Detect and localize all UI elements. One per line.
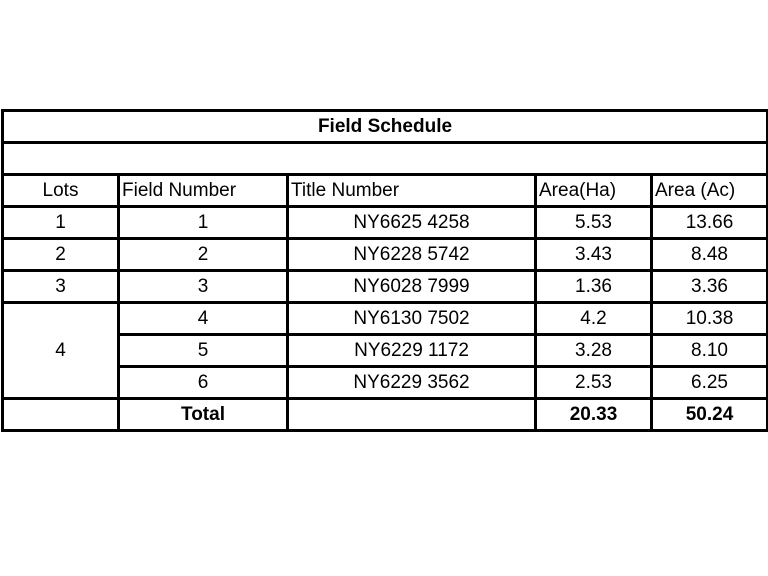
lot-cell: 2 xyxy=(3,239,119,271)
table-row xyxy=(3,303,768,335)
title-row xyxy=(3,111,768,143)
area-ha-cell: 4.2 xyxy=(536,303,652,335)
lot-cell: 4 xyxy=(3,303,119,399)
area-ac-cell: 6.25 xyxy=(652,367,768,399)
header-lots: Lots xyxy=(3,175,119,207)
area-ha-cell: 3.43 xyxy=(536,239,652,271)
table-subtitle xyxy=(3,143,768,175)
title-number-cell: NY6229 3562 xyxy=(288,367,536,399)
total-label: Total xyxy=(119,399,288,431)
total-area-ac: 50.24 xyxy=(652,399,768,431)
area-ha-cell: 5.53 xyxy=(536,207,652,239)
area-ha-cell: 1.36 xyxy=(536,271,652,303)
header-title-number: Title Number xyxy=(288,175,536,207)
field-cell: 3 xyxy=(119,271,288,303)
title-number-cell: NY6228 5742 xyxy=(288,239,536,271)
total-empty-lot-cell xyxy=(3,399,119,431)
field-cell: 6 xyxy=(119,367,288,399)
lot-cell: 3 xyxy=(3,271,119,303)
field-cell: 1 xyxy=(119,207,288,239)
field-cell: 2 xyxy=(119,239,288,271)
title-number-cell: NY6130 7502 xyxy=(288,303,536,335)
total-empty-title-cell xyxy=(288,399,536,431)
area-ac-cell: 13.66 xyxy=(652,207,768,239)
field-schedule-table xyxy=(1,109,768,432)
title-number-cell: NY6229 1172 xyxy=(288,335,536,367)
total-area-ha: 20.33 xyxy=(536,399,652,431)
header-area-ha: Area(Ha) xyxy=(536,175,652,207)
area-ha-cell: 3.28 xyxy=(536,335,652,367)
title-number-cell: NY6625 4258 xyxy=(288,207,536,239)
field-cell: 4 xyxy=(119,303,288,335)
area-ha-cell: 2.53 xyxy=(536,367,652,399)
header-area-ac: Area (Ac) xyxy=(652,175,768,207)
total-row xyxy=(3,399,768,431)
area-ac-cell: 8.48 xyxy=(652,239,768,271)
lot-cell: 1 xyxy=(3,207,119,239)
table-row xyxy=(3,239,768,271)
header-row xyxy=(3,175,768,207)
table-title: Field Schedule xyxy=(3,111,768,143)
title-number-cell: NY6028 7999 xyxy=(288,271,536,303)
area-ac-cell: 8.10 xyxy=(652,335,768,367)
table-row xyxy=(3,271,768,303)
field-cell: 5 xyxy=(119,335,288,367)
header-field-number: Field Number xyxy=(119,175,288,207)
blank-row xyxy=(3,143,768,175)
area-ac-cell: 3.36 xyxy=(652,271,768,303)
area-ac-cell: 10.38 xyxy=(652,303,768,335)
table-row xyxy=(3,207,768,239)
